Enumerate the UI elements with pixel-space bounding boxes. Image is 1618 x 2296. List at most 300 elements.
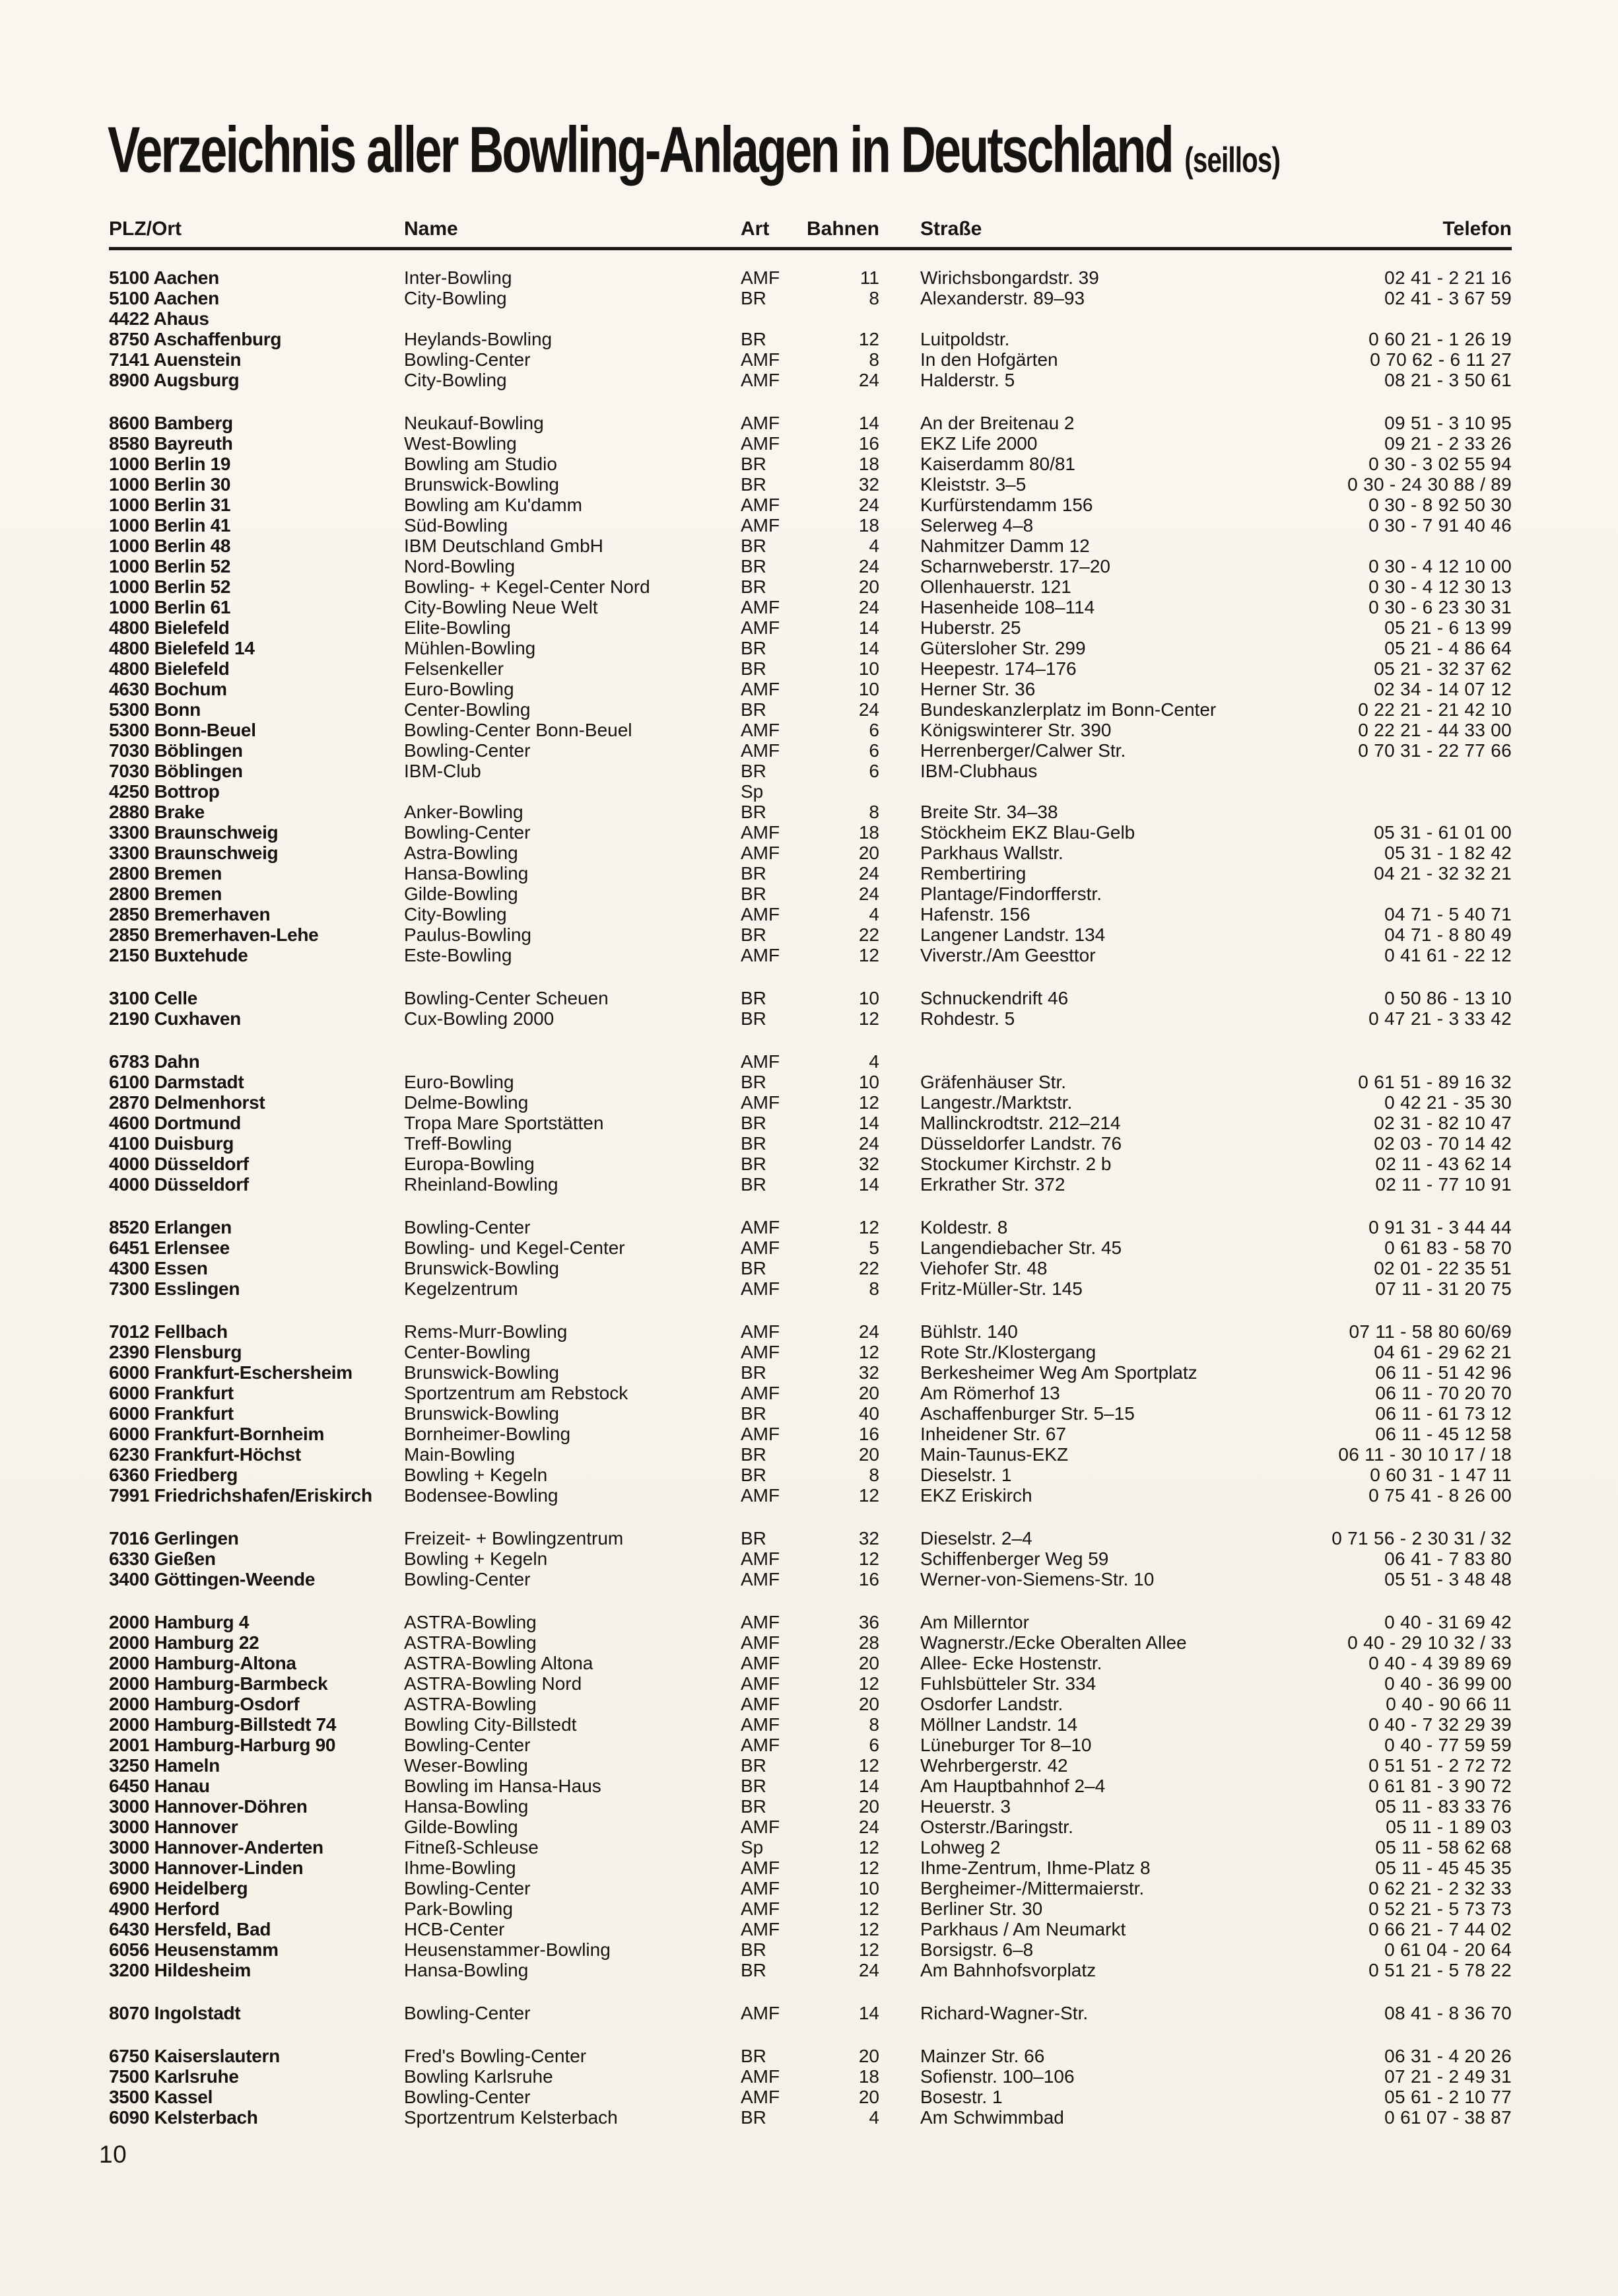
cell-name: Hansa-Bowling: [404, 863, 529, 884]
cell-telefon: 05 21 - 4 86 64: [1384, 638, 1512, 658]
cell-strasse: Fuhlsbütteler Str. 334: [920, 1673, 1096, 1694]
cell-telefon: 0 52 21 - 5 73 73: [1368, 1898, 1512, 1919]
cell-telefon: 0 30 - 7 91 40 46: [1368, 515, 1512, 536]
cell-strasse: Plantage/Findorfferstr.: [920, 884, 1102, 904]
cell-telefon: 04 71 - 8 80 49: [1384, 924, 1512, 945]
cell-bahnen: 6: [869, 720, 879, 740]
cell-name: Ihme-Bowling: [404, 1858, 516, 1878]
cell-art: BR: [741, 2046, 766, 2066]
cell-plz-ort: 7030 Böblingen: [109, 761, 243, 781]
cell-telefon: 0 30 - 6 23 30 31: [1368, 597, 1512, 617]
cell-plz-ort: 1000 Berlin 48: [109, 536, 231, 556]
cell-bahnen: 22: [858, 1258, 879, 1278]
table-row: [109, 1735, 1512, 1755]
row-group: [109, 2003, 1512, 2023]
cell-telefon: 0 62 21 - 2 32 33: [1368, 1878, 1512, 1898]
cell-bahnen: 20: [858, 2087, 879, 2107]
cell-art: BR: [741, 1113, 766, 1133]
cell-strasse: Kurfürstendamm 156: [920, 495, 1093, 515]
cell-telefon: 0 70 31 - 22 77 66: [1358, 740, 1512, 761]
table-row: [109, 638, 1512, 658]
cell-name: Bowling-Center: [404, 1735, 531, 1755]
cell-strasse: Mainzer Str. 66: [920, 2046, 1045, 2066]
cell-art: BR: [741, 1174, 766, 1195]
cell-strasse: Wirichsbongardstr. 39: [920, 267, 1099, 288]
cell-telefon: 04 21 - 32 32 21: [1374, 863, 1512, 884]
cell-strasse: Inheidener Str. 67: [920, 1424, 1067, 1444]
cell-telefon: 05 31 - 61 01 00: [1374, 822, 1512, 843]
cell-plz-ort: 8750 Aschaffenburg: [109, 329, 282, 349]
cell-bahnen: 18: [858, 822, 879, 843]
cell-bahnen: 12: [858, 1939, 879, 1960]
cell-bahnen: 14: [858, 1174, 879, 1195]
table-row: [109, 1569, 1512, 1589]
cell-name: Süd-Bowling: [404, 515, 508, 536]
column-header-strasse: Straße: [920, 218, 982, 240]
cell-art: AMF: [741, 1569, 780, 1589]
cell-name: Center-Bowling: [404, 699, 531, 720]
cell-strasse: Ihme-Zentrum, Ihme-Platz 8: [920, 1858, 1151, 1878]
cell-telefon: 02 01 - 22 35 51: [1374, 1258, 1512, 1278]
row-group: [109, 2046, 1512, 2128]
cell-bahnen: 20: [858, 2046, 879, 2066]
cell-name: Bowling am Ku'damm: [404, 495, 582, 515]
cell-telefon: 0 41 61 - 22 12: [1384, 945, 1512, 965]
cell-strasse: Hafenstr. 156: [920, 904, 1030, 924]
row-group: [109, 1217, 1512, 1299]
cell-art: AMF: [741, 349, 780, 370]
cell-strasse: Am Hauptbahnhof 2–4: [920, 1776, 1106, 1796]
cell-name: Astra-Bowling: [404, 843, 518, 863]
cell-name: Rheinland-Bowling: [404, 1174, 558, 1195]
cell-name: Fred's Bowling-Center: [404, 2046, 587, 2066]
cell-telefon: 0 71 56 - 2 30 31 / 32: [1331, 1528, 1512, 1548]
cell-name: Weser-Bowling: [404, 1755, 528, 1776]
cell-strasse: Main-Taunus-EKZ: [920, 1444, 1069, 1465]
cell-plz-ort: 2190 Cuxhaven: [109, 1008, 241, 1029]
table-row: [109, 2046, 1512, 2066]
table-row: [109, 474, 1512, 495]
cell-plz-ort: 1000 Berlin 52: [109, 576, 231, 597]
cell-strasse: Sofienstr. 100–106: [920, 2066, 1075, 2087]
cell-strasse: Königswinterer Str. 390: [920, 720, 1112, 740]
cell-name: IBM Deutschland GmbH: [404, 536, 603, 556]
cell-name: Brunswick-Bowling: [404, 1362, 559, 1383]
column-header-spacer: [879, 218, 920, 240]
cell-name: Anker-Bowling: [404, 802, 523, 822]
cell-plz-ort: 2800 Bremen: [109, 884, 222, 904]
table-row: [109, 2087, 1512, 2107]
cell-plz-ort: 7016 Gerlingen: [109, 1528, 239, 1548]
cell-plz-ort: 1000 Berlin 30: [109, 474, 231, 495]
cell-art: BR: [741, 638, 766, 658]
cell-strasse: Huberstr. 25: [920, 617, 1021, 638]
cell-plz-ort: 2000 Hamburg-Altona: [109, 1653, 296, 1673]
cell-name: City-Bowling Neue Welt: [404, 597, 598, 617]
cell-plz-ort: 3000 Hannover-Linden: [109, 1858, 304, 1878]
cell-telefon: 0 61 83 - 58 70: [1384, 1237, 1512, 1258]
cell-bahnen: 8: [869, 1465, 879, 1485]
cell-name: Felsenkeller: [404, 658, 504, 679]
cell-telefon: 0 22 21 - 44 33 00: [1358, 720, 1512, 740]
cell-strasse: In den Hofgärten: [920, 349, 1058, 370]
table-row: [109, 1278, 1512, 1299]
table-row: [109, 1898, 1512, 1919]
cell-plz-ort: 4250 Bottrop: [109, 781, 220, 802]
table-row: [109, 781, 1512, 802]
cell-art: BR: [741, 1403, 766, 1424]
cell-bahnen: 4: [869, 536, 879, 556]
cell-bahnen: 20: [858, 1383, 879, 1403]
cell-bahnen: 12: [858, 945, 879, 965]
cell-name: Center-Bowling: [404, 1342, 531, 1362]
cell-name: Bowling-Center: [404, 349, 531, 370]
cell-bahnen: 16: [858, 1569, 879, 1589]
cell-art: AMF: [741, 1735, 780, 1755]
cell-art: AMF: [741, 1548, 780, 1569]
cell-name: Elite-Bowling: [404, 617, 511, 638]
cell-art: BR: [741, 658, 766, 679]
cell-bahnen: 8: [869, 288, 879, 308]
cell-plz-ort: 2150 Buxtehude: [109, 945, 248, 965]
cell-art: AMF: [741, 1278, 780, 1299]
cell-name: Park-Bowling: [404, 1898, 513, 1919]
cell-name: ASTRA-Bowling Nord: [404, 1673, 582, 1694]
cell-bahnen: 20: [858, 1796, 879, 1817]
cell-art: BR: [741, 536, 766, 556]
cell-telefon: 0 66 21 - 7 44 02: [1368, 1919, 1512, 1939]
cell-art: Sp: [741, 781, 764, 802]
cell-strasse: Viverstr./Am Geesttor: [920, 945, 1096, 965]
cell-plz-ort: 3300 Braunschweig: [109, 822, 279, 843]
cell-plz-ort: 6230 Frankfurt-Höchst: [109, 1444, 301, 1465]
cell-art: BR: [741, 1776, 766, 1796]
table-row: [109, 679, 1512, 699]
column-header-bahnen: Bahnen: [807, 218, 880, 240]
cell-name: Cux-Bowling 2000: [404, 1008, 555, 1029]
table-row: [109, 843, 1512, 863]
cell-art: BR: [741, 1444, 766, 1465]
cell-telefon: 07 21 - 2 49 31: [1384, 2066, 1512, 2087]
cell-telefon: 0 61 04 - 20 64: [1384, 1939, 1512, 1960]
cell-strasse: Berliner Str. 30: [920, 1898, 1043, 1919]
cell-plz-ort: 2850 Bremerhaven-Lehe: [109, 924, 319, 945]
cell-telefon: 06 11 - 51 42 96: [1375, 1362, 1512, 1383]
cell-bahnen: 32: [858, 474, 879, 495]
cell-art: AMF: [741, 370, 780, 390]
cell-strasse: Alexanderstr. 89–93: [920, 288, 1085, 308]
cell-plz-ort: 6000 Frankfurt-Eschersheim: [109, 1362, 353, 1383]
cell-art: AMF: [741, 1051, 780, 1072]
cell-name: Main-Bowling: [404, 1444, 516, 1465]
cell-bahnen: 16: [858, 1424, 879, 1444]
cell-telefon: 0 61 81 - 3 90 72: [1368, 1776, 1512, 1796]
cell-name: HCB-Center: [404, 1919, 505, 1939]
cell-strasse: Langener Landstr. 134: [920, 924, 1106, 945]
cell-plz-ort: 5300 Bonn: [109, 699, 201, 720]
page-title-suffix: (seillos): [1184, 141, 1281, 180]
cell-art: BR: [741, 1008, 766, 1029]
cell-name: Brunswick-Bowling: [404, 1403, 559, 1424]
cell-plz-ort: 2000 Hamburg 4: [109, 1612, 250, 1632]
table-row: [109, 1632, 1512, 1653]
cell-art: BR: [741, 761, 766, 781]
cell-name: Kegelzentrum: [404, 1278, 518, 1299]
cell-telefon: 0 60 31 - 1 47 11: [1370, 1465, 1512, 1485]
cell-name: City-Bowling: [404, 370, 507, 390]
table-row: [109, 1051, 1512, 1072]
cell-strasse: Heepestr. 174–176: [920, 658, 1077, 679]
cell-art: AMF: [741, 1673, 780, 1694]
cell-telefon: 08 21 - 3 50 61: [1384, 370, 1512, 390]
cell-name: Paulus-Bowling: [404, 924, 531, 945]
cell-name: Brunswick-Bowling: [404, 474, 559, 495]
cell-telefon: 05 61 - 2 10 77: [1384, 2087, 1512, 2107]
cell-bahnen: 10: [858, 1878, 879, 1898]
cell-plz-ort: 6783 Dahn: [109, 1051, 200, 1072]
cell-name: Fitneß-Schleuse: [404, 1837, 539, 1858]
table-row: [109, 761, 1512, 781]
cell-art: BR: [741, 1154, 766, 1174]
cell-plz-ort: 4800 Bielefeld 14: [109, 638, 255, 658]
table-row: [109, 308, 1512, 329]
cell-strasse: Heuerstr. 3: [920, 1796, 1011, 1817]
cell-name: ASTRA-Bowling: [404, 1612, 537, 1632]
cell-telefon: 05 11 - 1 89 03: [1386, 1817, 1512, 1837]
cell-strasse: Rohdestr. 5: [920, 1008, 1015, 1029]
cell-art: AMF: [741, 843, 780, 863]
cell-strasse: Bergheimer-/Mittermaierstr.: [920, 1878, 1145, 1898]
cell-name: Bowling-Center: [404, 822, 531, 843]
cell-telefon: 0 40 - 7 32 29 39: [1368, 1714, 1512, 1735]
cell-strasse: Dieselstr. 1: [920, 1465, 1012, 1485]
cell-art: BR: [741, 1072, 766, 1092]
cell-bahnen: 12: [858, 1898, 879, 1919]
table-row: [109, 699, 1512, 720]
cell-bahnen: 10: [858, 988, 879, 1008]
cell-bahnen: 20: [858, 1444, 879, 1465]
cell-strasse: An der Breitenau 2: [920, 413, 1075, 433]
table-row: [109, 945, 1512, 965]
table-row: [109, 1072, 1512, 1092]
cell-art: AMF: [741, 1217, 780, 1237]
table-row: [109, 495, 1512, 515]
cell-telefon: 0 22 21 - 21 42 10: [1358, 699, 1512, 720]
cell-strasse: Wagnerstr./Ecke Oberalten Allee: [920, 1632, 1187, 1653]
table-row: [109, 556, 1512, 576]
cell-strasse: Aschaffenburger Str. 5–15: [920, 1403, 1135, 1424]
cell-strasse: Möllner Landstr. 14: [920, 1714, 1078, 1735]
cell-name: Bowling-Center: [404, 2003, 531, 2023]
cell-plz-ort: 4100 Duisburg: [109, 1133, 234, 1154]
cell-bahnen: 28: [858, 1632, 879, 1653]
cell-strasse: Wehrbergerstr. 42: [920, 1755, 1068, 1776]
cell-plz-ort: 4630 Bochum: [109, 679, 227, 699]
column-header-art: Art: [741, 218, 770, 240]
cell-art: BR: [741, 924, 766, 945]
cell-bahnen: 12: [858, 1548, 879, 1569]
cell-plz-ort: 5100 Aachen: [109, 267, 219, 288]
cell-plz-ort: 6430 Hersfeld, Bad: [109, 1919, 271, 1939]
cell-plz-ort: 3000 Hannover: [109, 1817, 238, 1837]
table-row: [109, 1342, 1512, 1362]
cell-art: AMF: [741, 1714, 780, 1735]
cell-bahnen: 12: [858, 329, 879, 349]
cell-plz-ort: 8580 Bayreuth: [109, 433, 233, 454]
cell-telefon: 05 21 - 6 13 99: [1384, 617, 1512, 638]
cell-plz-ort: 3000 Hannover-Döhren: [109, 1796, 308, 1817]
cell-plz-ort: 3400 Göttingen-Weende: [109, 1569, 316, 1589]
cell-telefon: 05 11 - 58 62 68: [1375, 1837, 1512, 1858]
cell-telefon: 0 47 21 - 3 33 42: [1368, 1008, 1512, 1029]
cell-name: Bowling-Center: [404, 2087, 531, 2107]
table-body: [109, 267, 1512, 2150]
table-row: [109, 515, 1512, 536]
table-row: [109, 863, 1512, 884]
row-group: [109, 1321, 1512, 1506]
cell-plz-ort: 3100 Celle: [109, 988, 197, 1008]
cell-bahnen: 14: [858, 2003, 879, 2023]
cell-bahnen: 16: [858, 433, 879, 454]
cell-strasse: Am Bahnhofsvorplatz: [920, 1960, 1096, 1980]
cell-name: Bowling + Kegeln: [404, 1465, 548, 1485]
table-row: [109, 1878, 1512, 1898]
cell-plz-ort: 2880 Brake: [109, 802, 205, 822]
cell-name: Rems-Murr-Bowling: [404, 1321, 568, 1342]
cell-plz-ort: 8600 Bamberg: [109, 413, 233, 433]
cell-name: Treff-Bowling: [404, 1133, 512, 1154]
cell-plz-ort: 6090 Kelsterbach: [109, 2107, 258, 2128]
table-row: [109, 1237, 1512, 1258]
cell-bahnen: 8: [869, 1278, 879, 1299]
table-row: [109, 740, 1512, 761]
cell-art: BR: [741, 1960, 766, 1980]
cell-name: Bowling- + Kegel-Center Nord: [404, 576, 650, 597]
cell-bahnen: 10: [858, 1072, 879, 1092]
cell-strasse: Stöckheim EKZ Blau-Gelb: [920, 822, 1135, 843]
cell-telefon: 02 03 - 70 14 42: [1374, 1133, 1512, 1154]
table-row: [109, 349, 1512, 370]
cell-telefon: 05 11 - 45 45 35: [1375, 1858, 1512, 1878]
cell-telefon: 0 51 21 - 5 78 22: [1368, 1960, 1512, 1980]
cell-plz-ort: 2001 Hamburg-Harburg 90: [109, 1735, 336, 1755]
cell-telefon: 05 51 - 3 48 48: [1384, 1569, 1512, 1589]
cell-strasse: Koldestr. 8: [920, 1217, 1008, 1237]
cell-art: BR: [741, 1528, 766, 1548]
cell-bahnen: 36: [858, 1612, 879, 1632]
table-row: [109, 1960, 1512, 1980]
cell-telefon: 02 41 - 2 21 16: [1384, 267, 1512, 288]
cell-telefon: 0 30 - 24 30 88 / 89: [1347, 474, 1512, 495]
cell-art: AMF: [741, 1342, 780, 1362]
cell-plz-ort: 4600 Dortmund: [109, 1113, 241, 1133]
cell-art: BR: [741, 884, 766, 904]
cell-strasse: Langestr./Marktstr.: [920, 1092, 1073, 1113]
cell-bahnen: 14: [858, 1776, 879, 1796]
cell-bahnen: 10: [858, 658, 879, 679]
cell-strasse: Selerweg 4–8: [920, 515, 1034, 536]
cell-plz-ort: 4900 Herford: [109, 1898, 220, 1919]
table-row: [109, 1362, 1512, 1383]
cell-telefon: 0 30 - 3 02 55 94: [1368, 454, 1512, 474]
table-row: [109, 1776, 1512, 1796]
cell-art: AMF: [741, 1898, 780, 1919]
cell-plz-ort: 2000 Hamburg-Osdorf: [109, 1694, 300, 1714]
cell-plz-ort: 7012 Fellbach: [109, 1321, 228, 1342]
table-row: [109, 2066, 1512, 2087]
cell-name: Este-Bowling: [404, 945, 512, 965]
cell-art: AMF: [741, 1485, 780, 1506]
table-row: [109, 1694, 1512, 1714]
cell-telefon: 08 41 - 8 36 70: [1384, 2003, 1512, 2023]
cell-plz-ort: 6100 Darmstadt: [109, 1072, 244, 1092]
table-row: [109, 267, 1512, 288]
cell-telefon: 02 11 - 77 10 91: [1375, 1174, 1512, 1195]
cell-name: Bodensee-Bowling: [404, 1485, 558, 1506]
cell-telefon: 07 11 - 58 80 60/69: [1349, 1321, 1512, 1342]
cell-name: Bowling + Kegeln: [404, 1548, 548, 1569]
table-row: [109, 1133, 1512, 1154]
cell-name: Hansa-Bowling: [404, 1796, 529, 1817]
cell-plz-ort: 3200 Hildesheim: [109, 1960, 251, 1980]
cell-telefon: 05 31 - 1 82 42: [1384, 843, 1512, 863]
table-row: [109, 1714, 1512, 1735]
cell-plz-ort: 2800 Bremen: [109, 863, 222, 884]
cell-plz-ort: 3500 Kassel: [109, 2087, 213, 2107]
cell-telefon: 0 42 21 - 35 30: [1384, 1092, 1512, 1113]
table-row: [109, 617, 1512, 638]
cell-name: Gilde-Bowling: [404, 884, 518, 904]
cell-plz-ort: 5300 Bonn-Beuel: [109, 720, 256, 740]
table-row: [109, 1653, 1512, 1673]
cell-plz-ort: 6750 Kaiserslautern: [109, 2046, 280, 2066]
cell-telefon: 05 11 - 83 33 76: [1375, 1796, 1512, 1817]
cell-name: IBM-Club: [404, 761, 481, 781]
cell-art: AMF: [741, 1694, 780, 1714]
cell-bahnen: 10: [858, 679, 879, 699]
cell-art: AMF: [741, 617, 780, 638]
cell-art: AMF: [741, 495, 780, 515]
cell-bahnen: 32: [858, 1528, 879, 1548]
cell-art: BR: [741, 556, 766, 576]
cell-name: Mühlen-Bowling: [404, 638, 536, 658]
cell-bahnen: 22: [858, 924, 879, 945]
cell-plz-ort: 3300 Braunschweig: [109, 843, 279, 863]
cell-art: BR: [741, 863, 766, 884]
cell-bahnen: 18: [858, 515, 879, 536]
cell-name: Sportzentrum am Rebstock: [404, 1383, 628, 1403]
cell-art: AMF: [741, 1383, 780, 1403]
cell-art: AMF: [741, 267, 780, 288]
cell-strasse: Stockumer Kirchstr. 2 b: [920, 1154, 1112, 1174]
cell-bahnen: 8: [869, 349, 879, 370]
cell-name: Inter-Bowling: [404, 267, 512, 288]
cell-strasse: EKZ Eriskirch: [920, 1485, 1032, 1506]
table-row: [109, 433, 1512, 454]
cell-strasse: Nahmitzer Damm 12: [920, 536, 1090, 556]
cell-strasse: Am Römerhof 13: [920, 1383, 1060, 1403]
cell-strasse: Bundeskanzlerplatz im Bonn-Center: [920, 699, 1217, 720]
cell-bahnen: 12: [858, 1217, 879, 1237]
cell-name: Tropa Mare Sportstätten: [404, 1113, 604, 1133]
cell-plz-ort: 8520 Erlangen: [109, 1217, 232, 1237]
cell-telefon: 02 41 - 3 67 59: [1384, 288, 1512, 308]
cell-name: ASTRA-Bowling: [404, 1694, 537, 1714]
cell-strasse: Düsseldorfer Landstr. 76: [920, 1133, 1122, 1154]
cell-bahnen: 24: [858, 597, 879, 617]
cell-strasse: EKZ Life 2000: [920, 433, 1038, 454]
cell-bahnen: 24: [858, 370, 879, 390]
